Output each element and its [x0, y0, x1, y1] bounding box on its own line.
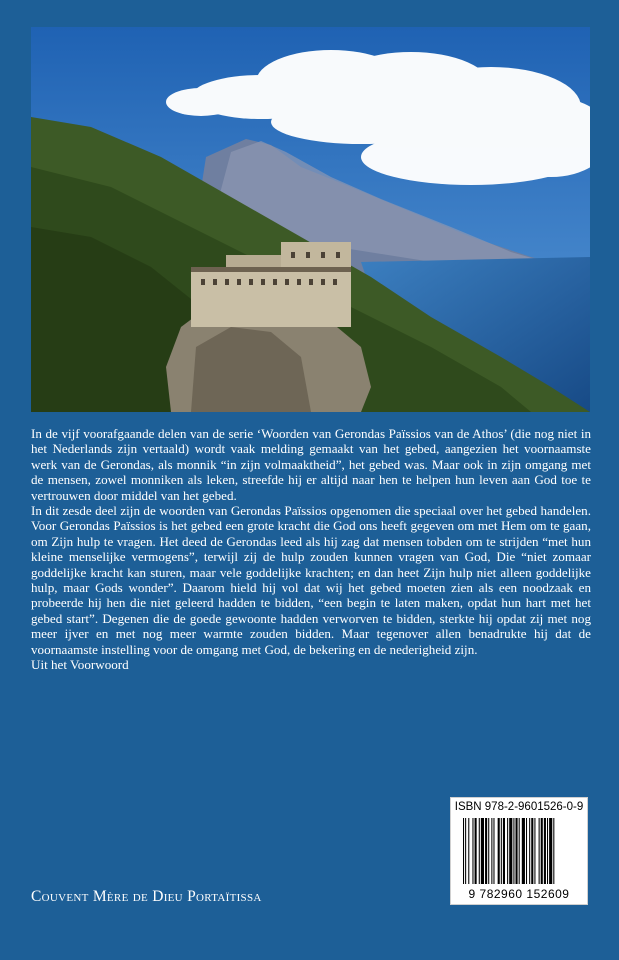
- cover-photo: [31, 27, 590, 412]
- ean-digits: 9 782960 152609: [468, 887, 570, 901]
- monastery-photo: [31, 27, 590, 412]
- blurb-source: Uit het Voorwoord: [31, 657, 129, 673]
- blurb-paragraph-1: In de vijf voorafgaande delen van de serie ‘Woorden van Gerondas Païssios van de Athos’ (die nog niet in het Nederlands zijn vertaald) wordt vaak melding gemaakt van het gebed, aangezien het voornaamste werk van de Gerondas, als monnik “in zijn volmaaktheid”, het gebed was. Maar ook in zijn omgang met de mensen, zowel monniken als leken, streefde hij er altijd naar hen te helpen hun leven aan God toe te vertrouwen door middel van het gebed.: [31, 426, 591, 503]
- blurb-paragraph-2: In dit zesde deel zijn de woorden van Gerondas Païssios opgenomen die speciaal over het gebed handelen. Voor Gerondas Païssios is het gebed een grote kracht die God ons heeft gegeven om met Hem om te gaan, om Zijn hulp te vragen. Het deed de Gerondas leed als hij zag dat mensen tobden om te strijden “met hun kleine menselijke vermogens”, terwijl zij de hulp zouden kunnen vragen van God, Die “niet zomaar goddelijke kracht kan sturen, maar vele goddelijke krachten; en dan heet Zijn hulp niet alleen goddelijke hulp, maar Gods wonder”. Daarom hield hij vol dat wij het gebed moeten zien als een noodzaak en probeerde hij hen die niet geleerd hadden te bidden, “een begin te laten maken, opdat hun hart met het gebed start”. Degenen die de goede gewoonte hadden verworven te bidden, sterkte hij opdat zij met nog meer ijver en met nog meer warmte zouden bidden. Maar tegenover allen benadrukte hij dat de voornaamste instelling voor de omgang met God, de bekering en de nederigheid zijn.: [31, 503, 591, 657]
- back-cover-blurb: [31, 426, 591, 673]
- isbn-label: ISBN 978-2-9601526-0-9: [454, 801, 584, 813]
- isbn-barcode: [450, 797, 588, 905]
- publisher-name: Couvent Mère de Dieu Portaïtissa: [31, 888, 262, 905]
- barcode-icon: [463, 818, 577, 884]
